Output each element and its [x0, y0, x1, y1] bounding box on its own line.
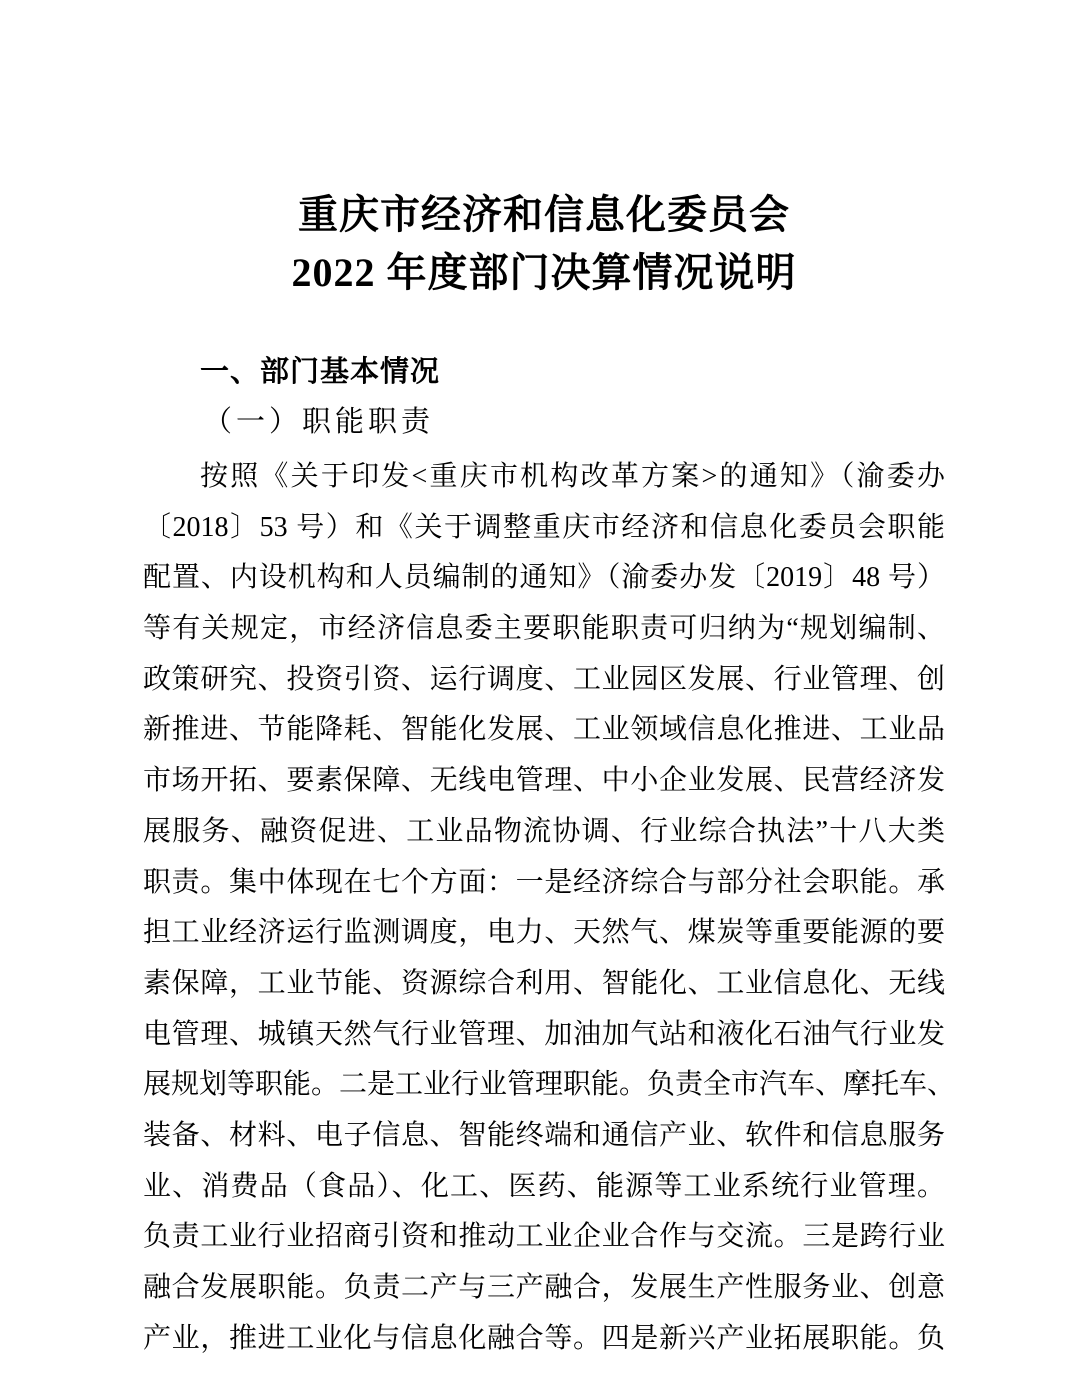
paragraph-line: 产业，推进工业化与信息化融合等。四是新兴产业拓展职能。负 [143, 1322, 945, 1354]
paragraph-line: 按照《关于印发<重庆市机构改革方案>的通知》（渝委办 [200, 461, 945, 492]
paragraph-line: 素保障，工业节能、资源综合利用、智能化、工业信息化、无线 [143, 967, 945, 999]
paragraph-line: 政策研究、投资引资、运行调度、工业园区发展、行业管理、创 [143, 663, 945, 695]
paragraph-line: 负责工业行业招商引资和推动工业企业合作与交流。三是跨行业 [143, 1221, 945, 1253]
subsection-heading-functions-duties: （一）职能职责 [203, 406, 435, 438]
document-title-line1: 重庆市经济和信息化委员会 [298, 192, 790, 237]
paragraph-functions-duties [143, 452, 956, 1364]
paragraph-line: 融合发展职能。负责二产与三产融合，发展生产性服务业、创意 [143, 1272, 945, 1303]
paragraph-line: 展服务、融资促进、工业品物流协调、行业综合执法”十八大类 [143, 815, 945, 847]
document-title-line2: 2022 年度部门决算情况说明 [291, 250, 797, 295]
paragraph-line: 电管理、城镇天然气行业管理、加油加气站和液化石油气行业发 [143, 1018, 945, 1050]
paragraph-line: 业、消费品（食品）、化工、医药、能源等工业系统行业管理。 [143, 1170, 945, 1202]
paragraph-line: 装备、材料、电子信息、智能终端和通信产业、软件和信息服务 [143, 1119, 945, 1151]
paragraph-line: 展规划等职能。二是工业行业管理职能。负责全市汽车、摩托车、 [143, 1069, 956, 1101]
paragraph-line: 配置、内设机构和人员编制的通知》（渝委办发〔2019〕48 号） [143, 562, 945, 594]
section-heading-basic-situation: 一、部门基本情况 [200, 356, 441, 388]
paragraph-line: 等有关规定，市经济信息委主要职能职责可归纳为“规划编制、 [143, 613, 945, 645]
paragraph-line: 〔2018〕53 号）和《关于调整重庆市经济和信息化委员会职能 [143, 511, 945, 543]
paragraph-line: 担工业经济运行监测调度，电力、天然气、煤炭等重要能源的要 [143, 917, 945, 949]
paragraph-line: 职责。集中体现在七个方面：一是经济综合与部分社会职能。承 [143, 866, 945, 898]
paragraph-line: 新推进、节能降耗、智能化发展、工业领域信息化推进、工业品 [143, 714, 945, 746]
document-title [143, 0, 945, 302]
paragraph-line: 市场开拓、要素保障、无线电管理、中小企业发展、民营经济发 [143, 765, 945, 797]
